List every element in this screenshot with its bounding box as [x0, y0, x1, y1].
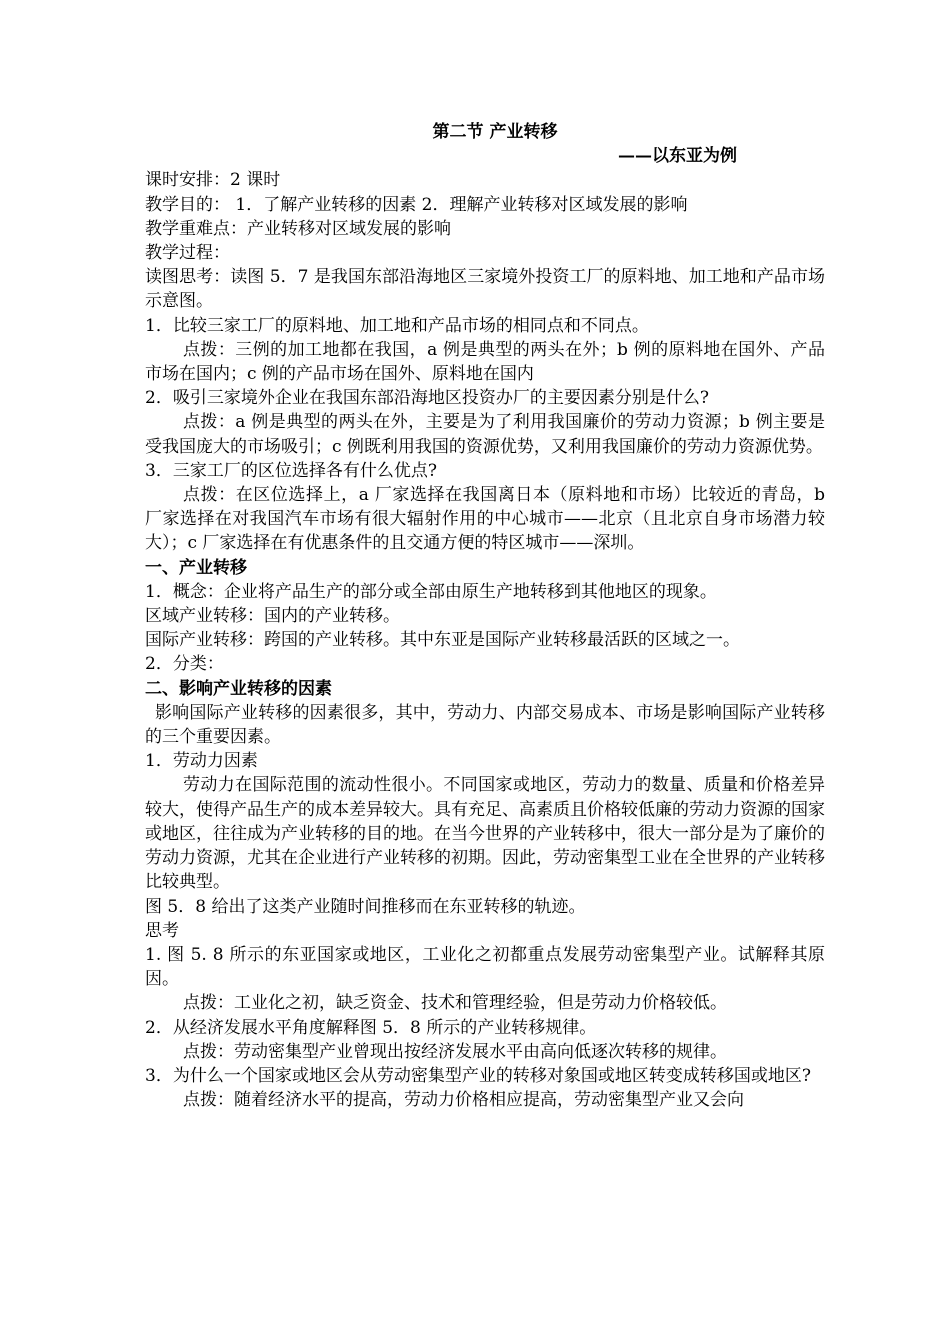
paragraph: 点拨：劳动密集型产业曾现出按经济发展水平由高向低逐次转移的规律。 [183, 1041, 727, 1062]
section-title: 第二节 产业转移 [432, 122, 558, 142]
section-heading: 二、影响产业转移的因素 [145, 678, 332, 699]
paragraph: 劳动力在国际范围的流动性很小。不同国家或地区，劳动力的数量、质量和价格差异较大，使得产品生产的成本差异较大。具有充足、高素质且价格较低廉的劳动力资源的国家或地区，往往成为产业转移的目的地。在当今世界的产业转移中，很大一部分是为了廉价的劳动力资源，尤其在企业进行产业转移的初期。因此，劳动密集型工业在全世界的产业转移比较典型。 [145, 775, 825, 893]
paragraph: 课时安排：2 课时 [145, 170, 281, 191]
paragraph: 点拨：a 例是典型的两头在外，主要是为了利用我国廉价的劳动力资源；b 例主要是受我国庞大的市场吸引；c 例既利用我国的资源优势，又利用我国廉价的劳动力资源优势。 [145, 412, 825, 457]
paragraph: 教学目的： 1．了解产业转移的因素 2．理解产业转移对区域发展的影响 [145, 194, 688, 215]
section-heading: 一、产业转移 [145, 557, 247, 578]
paragraph: 3．三家工厂的区位选择各有什么优点? [145, 460, 437, 481]
paragraph: 教学重难点：产业转移对区域发展的影响 [145, 218, 451, 239]
paragraph: 3．为什么一个国家或地区会从劳动密集型产业的转移对象国或地区转变成转移国或地区? [145, 1065, 811, 1086]
paragraph: 图 5．8 给出了这类产业随时间推移而在东亚转移的轨迹。 [145, 896, 586, 917]
paragraph: 1．概念：企业将产品生产的部分或全部由原生产地转移到其他地区的现象。 [145, 581, 717, 602]
document-page [145, 120, 825, 1112]
paragraph: 区域产业转移：国内的产业转移。 [145, 606, 400, 627]
paragraph: 教学过程： [145, 243, 230, 264]
paragraph: 1．比较三家工厂的原料地、加工地和产品市场的相同点和不同点。 [145, 315, 649, 336]
paragraph: 1. 图 5. 8 所示的东亚国家或地区，工业化之初都重点发展劳动密集型产业。试解释其原因。 [145, 944, 825, 990]
paragraph: 点拨：工业化之初，缺乏资金、技术和管理经验，但是劳动力价格较低。 [183, 993, 727, 1014]
paragraph: 读图思考：读图 5．7 是我国东部沿海地区三家境外投资工厂的原料地、加工地和产品市场示意图。 [145, 267, 825, 312]
paragraph: 点拨：在区位选择上，a 厂家选择在我国离日本（原料地和市场）比较近的青岛，b 厂家选择在对我国汽车市场有很大辐射作用的中心城市——北京（且北京自身市场潜力较大）；c 厂家选择在有优惠条件的且交通方便的特区城市——深圳。 [145, 485, 825, 554]
document-body [145, 168, 825, 1112]
paragraph: 影响国际产业转移的因素很多，其中，劳动力、内部交易成本、市场是影响国际产业转移的三个重要因素。 [145, 702, 825, 748]
paragraph: 2．吸引三家境外企业在我国东部沿海地区投资办厂的主要因素分别是什么? [145, 388, 709, 409]
paragraph: 点拨：三例的加工地都在我国，a 例是典型的两头在外；b 例的原料地在国外、产品市场在国内；c 例的产品市场在国外、原料地在国内 [145, 339, 825, 385]
paragraph: 1．劳动力因素 [145, 751, 258, 772]
paragraph: 思考 [145, 920, 179, 941]
paragraph: 国际产业转移：跨国的产业转移。其中东亚是国际产业转移最活跃的区域之一。 [145, 630, 740, 651]
section-subtitle: ——以东亚为例 [618, 146, 737, 167]
paragraph: 点拨：随着经济水平的提高，劳动力价格相应提高，劳动密集型产业又会向 [183, 1090, 744, 1111]
paragraph: 2．从经济发展水平角度解释图 5．8 所示的产业转移规律。 [145, 1017, 597, 1038]
paragraph: 2．分类： [145, 654, 224, 675]
